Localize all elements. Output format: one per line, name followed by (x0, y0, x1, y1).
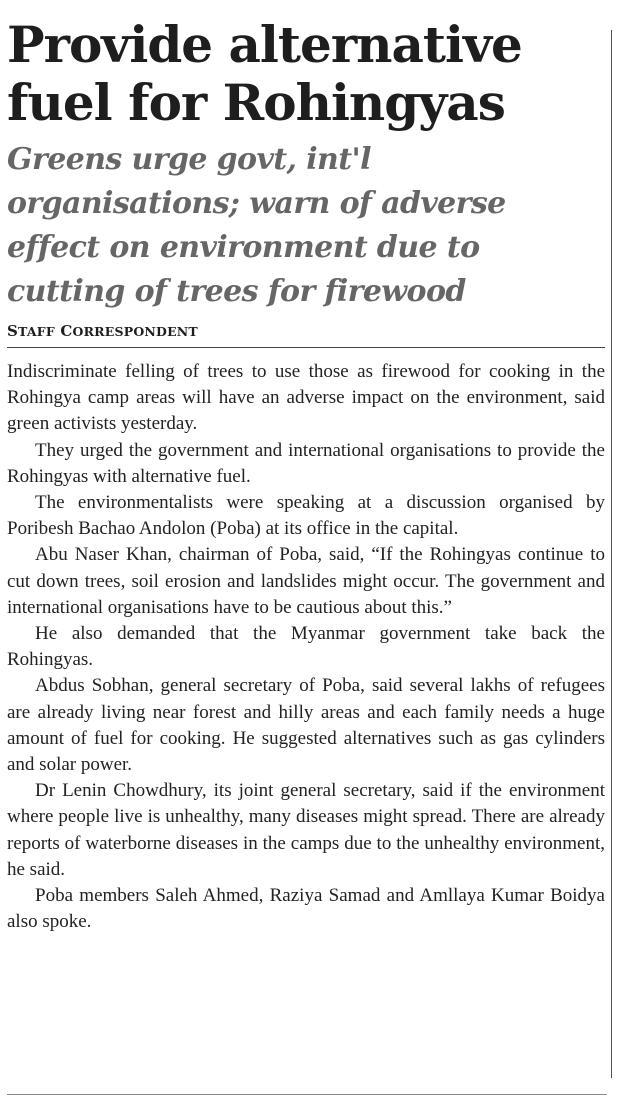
paragraph: The environmentalists were speaking at a discussion organised by Poribesh Bachao Andolon (Poba) at its office in the capital. (7, 492, 605, 540)
byline-initial-1: S (7, 322, 19, 340)
byline-rest-2: ORRESPONDENT (72, 324, 198, 339)
article-body (7, 359, 605, 935)
subheadline: Greens urge govt, int'l organisations; warn of adverse effect on environment due to cutting of trees for firewood (7, 142, 506, 309)
paragraph: Poba members Saleh Ahmed, Raziya Samad and Amllaya Kumar Boidya also spoke. (7, 885, 605, 933)
news-article (7, 10, 605, 935)
paragraph: Indiscriminate felling of trees to use those as firewood for cooking in the Rohingya camp areas will have an adverse impact on the environment, said green activists yesterday. (7, 361, 605, 435)
headline: Provide alternative fuel for Rohingyas (7, 15, 522, 132)
byline-initial-2: C (60, 322, 73, 340)
paragraph: Abu Naser Khan, chairman of Poba, said, “If the Rohingyas continue to cut down trees, soil erosion and landslides might occur. The government and international organisations have to be cautious about this.” (7, 544, 605, 618)
byline (7, 321, 605, 348)
bottom-rule (7, 1094, 607, 1095)
byline-rest-1: TAFF (18, 324, 55, 339)
paragraph: Abdus Sobhan, general secretary of Poba, said several lakhs of refugees are already living near forest and hilly areas and each family needs a huge amount of fuel for cooking. He suggested alternatives such as gas cylinders and solar power. (7, 675, 605, 776)
paragraph: He also demanded that the Myanmar government take back the Rohingyas. (7, 623, 605, 671)
paragraph: They urged the government and international organisations to provide the Rohingyas with alternative fuel. (7, 439, 605, 487)
column-rule (611, 30, 612, 1078)
paragraph: Dr Lenin Chowdhury, its joint general secretary, said if the environment where people live is unhealthy, many diseases might spread. There are already reports of waterborne diseases in the camps due to the unhealthy environment, he said. (7, 780, 605, 880)
